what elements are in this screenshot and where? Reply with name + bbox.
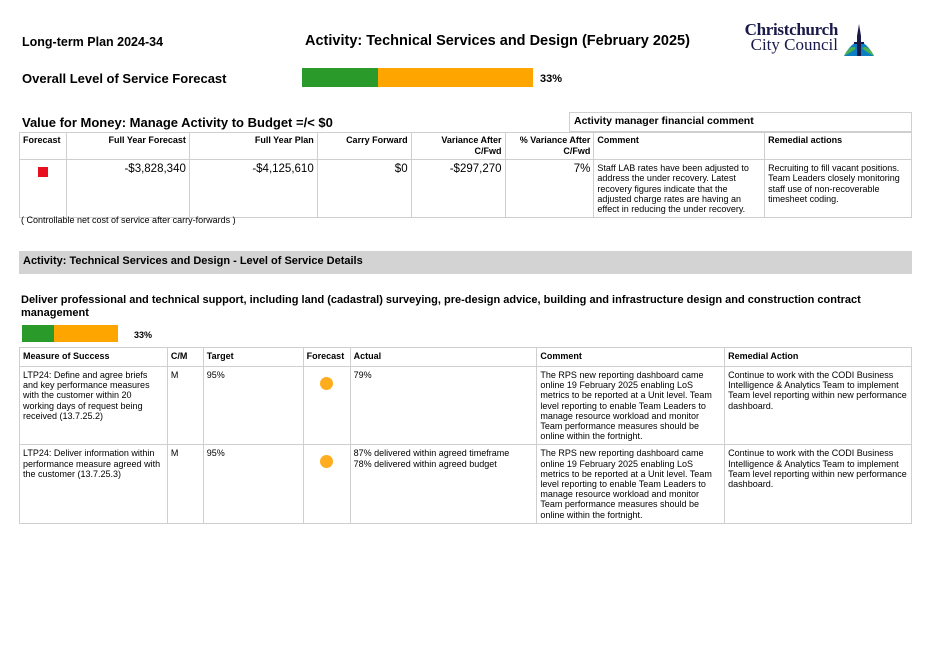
full-year-forecast-value: -$3,828,340 — [66, 160, 189, 218]
pct-variance-value: 7% — [505, 160, 594, 218]
council-logo — [733, 22, 878, 58]
carry-forward-value: $0 — [317, 160, 411, 218]
remedial-cell: Continue to work with the CODI Business Intelligence & Analytics Team to implement Team level reporting within new performance dashboard. — [725, 367, 912, 445]
financial-comment: Staff LAB rates have been adjusted to address the under recovery. Latest recovery figures indicate that the adjusted charge rates are having an effect in reducing the under recovery. — [594, 160, 765, 218]
section-header: Activity: Technical Services and Design - Level of Service Details — [19, 251, 912, 274]
amber-status-icon — [320, 377, 333, 390]
actual-line: 79% — [353, 370, 372, 380]
col-actual: Actual — [350, 348, 537, 367]
cm-cell: M — [167, 367, 203, 445]
cm-cell: M — [167, 445, 203, 523]
cathedral-emblem-icon — [840, 22, 878, 58]
progress-orange-segment — [378, 68, 533, 87]
actual-line-2: 78% delivered within agreed budget — [353, 458, 497, 469]
los-table — [19, 347, 912, 524]
forecast-cell — [303, 367, 350, 445]
col-remedial: Remedial actions — [765, 133, 912, 160]
col-target: Target — [203, 348, 303, 367]
los-header-row — [20, 348, 912, 367]
comment-cell: The RPS new reporting dashboard came online 19 February 2025 enabling LoS metrics to be reported at a Unit level. Team level reporting to enable Team Leaders to manage resource workload and monitor Team performance measures should be online within the fortnight. — [537, 367, 725, 445]
overall-progress-bar — [302, 68, 533, 87]
financial-header-row — [20, 133, 912, 160]
plan-title: Long-term Plan 2024-34 — [22, 35, 164, 49]
col-remedial-action: Remedial Action — [725, 348, 912, 367]
table-row — [20, 367, 912, 445]
variance-value: -$297,270 — [411, 160, 505, 218]
table-row — [20, 445, 912, 523]
col-measure: Measure of Success — [20, 348, 168, 367]
col-full-year-plan: Full Year Plan — [189, 133, 317, 160]
footnote: ( Controllable net cost of service after carry-forwards ) — [21, 215, 236, 225]
target-cell: 95% — [203, 367, 303, 445]
progress-green-segment — [22, 325, 54, 342]
measure-cell: LTP24: Deliver information within performance measure agreed with the customer (13.7.25.3) — [20, 445, 168, 523]
col-variance: Variance After C/Fwd — [411, 133, 505, 160]
actual-cell — [350, 367, 537, 445]
actual-cell — [350, 445, 537, 523]
financial-comment-header: Activity manager financial comment — [569, 112, 912, 132]
col-carry-forward: Carry Forward — [317, 133, 411, 160]
forecast-cell — [20, 160, 67, 218]
actual-line: 87% delivered within agreed timeframe — [353, 448, 510, 459]
overall-los-label: Overall Level of Service Forecast — [22, 71, 227, 86]
vfm-title: Value for Money: Manage Activity to Budget =/< $0 — [22, 115, 333, 130]
amber-status-icon — [320, 455, 333, 468]
financial-table — [19, 132, 912, 218]
col-comment: Comment — [537, 348, 725, 367]
full-year-plan-value: -$4,125,610 — [189, 160, 317, 218]
col-comment: Comment — [594, 133, 765, 160]
col-forecast: Forecast — [303, 348, 350, 367]
financial-data-row — [20, 160, 912, 218]
financial-remedial: Recruiting to fill vacant positions. Team Leaders closely monitoring staff use of non-recoverable timesheet coding. — [765, 160, 912, 218]
col-pct-variance: % Variance After C/Fwd — [505, 133, 594, 160]
comment-cell: The RPS new reporting dashboard came online 19 February 2025 enabling LoS metrics to be reported at a Unit level. Team level reporting to enable Team Leaders to manage resource workload and monitor Team performance measures should be online within the fortnight. — [537, 445, 725, 523]
deliver-progress-bar — [22, 325, 118, 342]
col-full-year-forecast: Full Year Forecast — [66, 133, 189, 160]
col-cm: C/M — [167, 348, 203, 367]
forecast-cell — [303, 445, 350, 523]
measure-cell: LTP24: Define and agree briefs and key performance measures with the customer within 20 working days of request being received (13.7.25.2) — [20, 367, 168, 445]
logo-line-1: Christchurch — [744, 20, 838, 39]
target-cell: 95% — [203, 445, 303, 523]
red-status-icon — [38, 167, 48, 177]
logo-line-2: City Council — [750, 35, 838, 54]
deliver-percent: 33% — [134, 330, 153, 340]
progress-green-segment — [302, 68, 378, 87]
remedial-cell: Continue to work with the CODI Business Intelligence & Analytics Team to implement Team level reporting within new performance dashboard. — [725, 445, 912, 523]
col-forecast: Forecast — [20, 133, 67, 160]
progress-orange-segment — [54, 325, 118, 342]
activity-title: Activity: Technical Services and Design (February 2025) — [305, 33, 690, 49]
overall-percent: 33% — [540, 73, 563, 85]
deliver-title: Deliver professional and technical support, including land (cadastral) surveying, pre-design advice, building and infrastructure design and construction contract management — [21, 294, 861, 319]
